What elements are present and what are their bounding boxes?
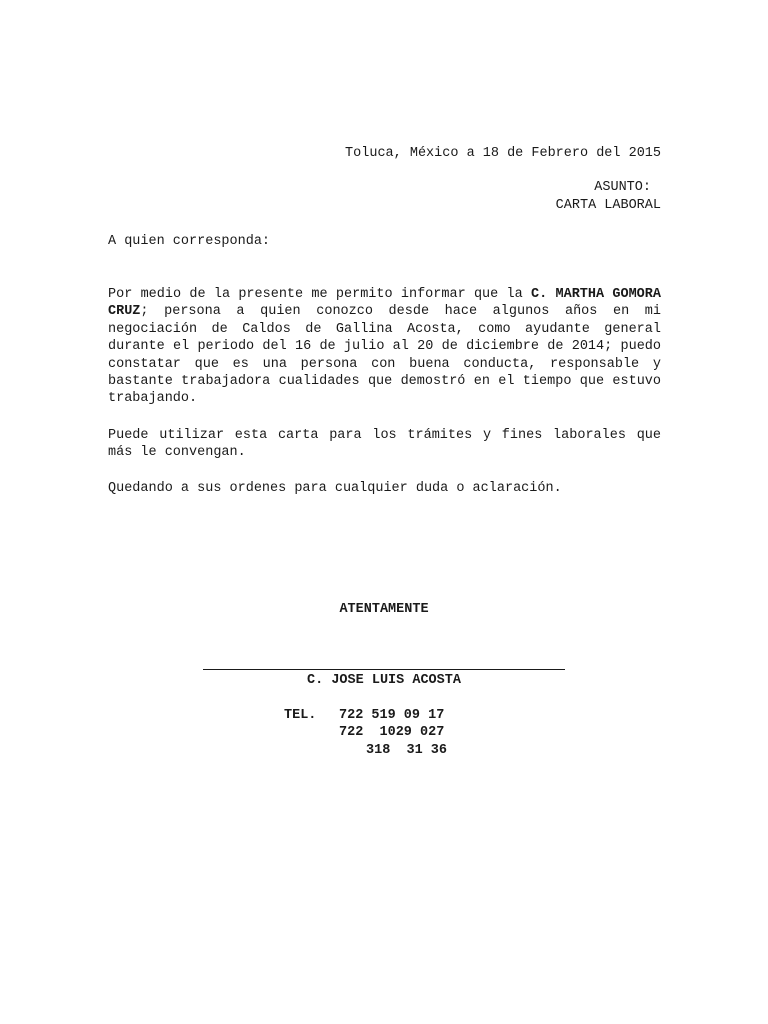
- place-date: Toluca, México a 18 de Febrero del 2015: [345, 146, 661, 161]
- body-paragraph-3: Quedando a sus ordenes para cualquier duda o aclaración.: [108, 481, 562, 496]
- tel-label: TEL.: [284, 708, 317, 723]
- signer-name: C. JOSE LUIS ACOSTA: [307, 673, 461, 688]
- phone-1: 722 519 09 17: [339, 708, 445, 723]
- closing: ATENTAMENTE: [339, 602, 429, 617]
- phone-2: 722 1029 027: [339, 725, 445, 740]
- employee-name: C. MARTHA GOMORA CRUZ: [108, 287, 661, 320]
- subject-label: ASUNTO:: [594, 180, 651, 195]
- body-paragraph-1: [108, 286, 661, 408]
- p1-pre: Por medio de la presente me permito informar que la: [108, 287, 532, 302]
- p1-post: ; persona a quien conozco desde hace algunos años en mi negociación de Caldos de Gallina Acosta, como ayudante general durante el periodo del 16 de julio al 20 de diciembre de 2014; puedo constatar que es una persona con buena conducta, responsable y bastante trabajadora cualidades que demostró en el tiempo que estuvo trabajando.: [108, 304, 661, 407]
- signature-line: [203, 669, 565, 670]
- subject-value: CARTA LABORAL: [555, 198, 661, 213]
- salutation: A quien corresponda:: [108, 234, 271, 249]
- phone-3: 318 31 36: [366, 743, 448, 758]
- body-paragraph-2: Puede utilizar esta carta para los trámites y fines laborales que más le convengan.: [108, 428, 661, 461]
